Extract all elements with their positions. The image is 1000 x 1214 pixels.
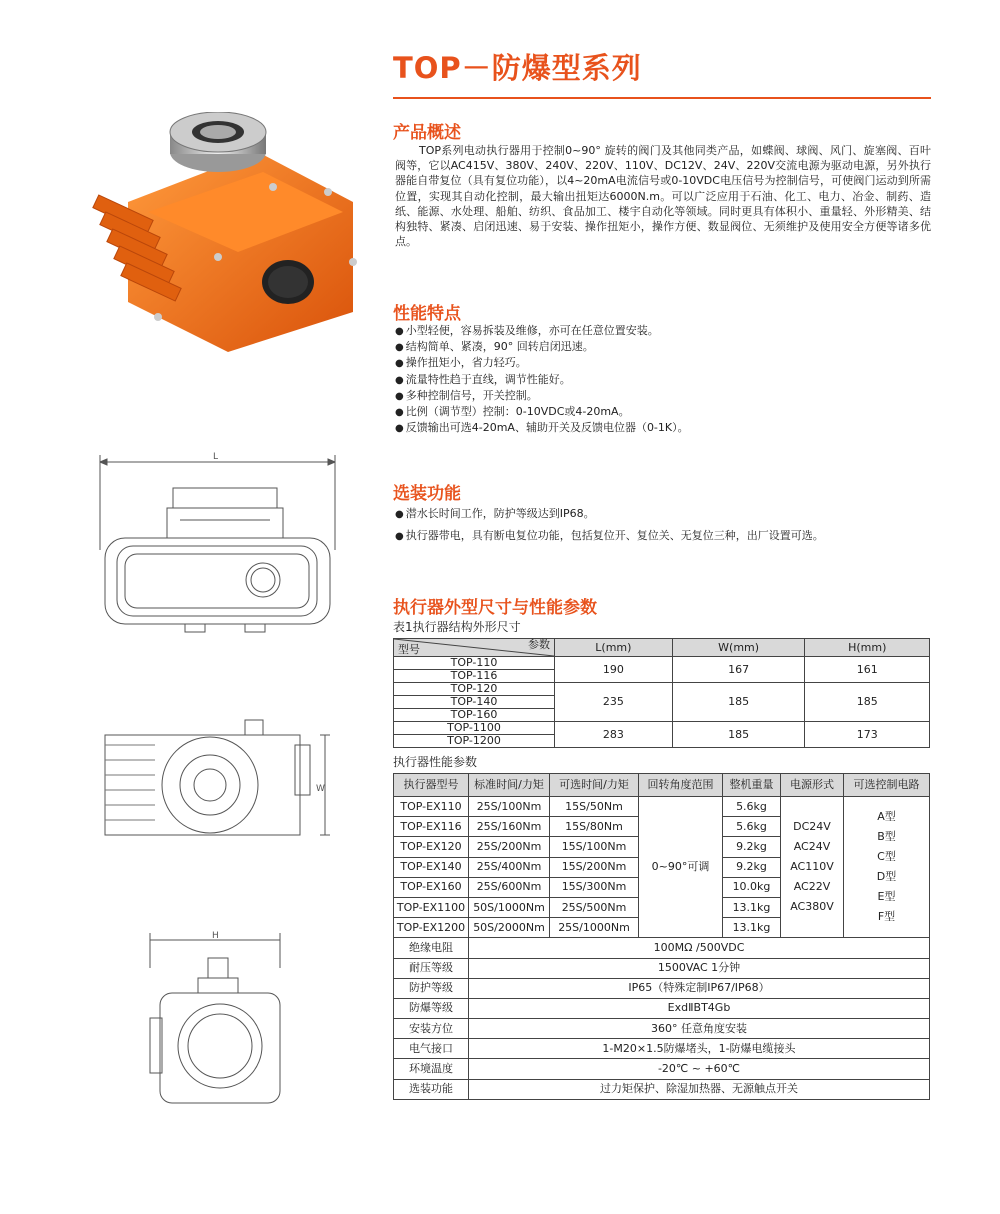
list-item: ● 多种控制信号，开关控制。 [395, 388, 931, 404]
spec-row: 防护等级 IP65（特殊定制IP67/IP68） [394, 978, 930, 998]
table-row: TOP-EX120 25S/200Nm 15S/100Nm 9.2kg [394, 837, 930, 857]
table-corner-header: 参数 型号 [394, 639, 555, 657]
angle-cell: 0~90°可调 [639, 797, 723, 938]
dimensions-table [393, 638, 930, 748]
table-row: TOP-EX160 25S/600Nm 15S/300Nm 10.0kg [394, 877, 930, 897]
table-row: TOP-EX140 25S/400Nm 15S/200Nm 9.2kg [394, 857, 930, 877]
side-view-drawing [140, 928, 290, 1108]
table-row: TOP-116 [394, 670, 930, 683]
col-header: 整机重量 [723, 774, 781, 797]
overview-heading: 产品概述 [393, 123, 461, 143]
list-item: ● 潜水长时间工作，防护等级达到IP68。 [395, 503, 931, 525]
table1-caption: 表1执行器结构外形尺寸 [393, 620, 521, 634]
actuator-product-image [88, 112, 358, 360]
features-heading: 性能特点 [393, 304, 461, 324]
col-header: 可选控制电路 [844, 774, 930, 797]
top-view-drawing [95, 715, 335, 855]
page-title: TOP－防爆型系列 [393, 51, 642, 85]
top-dim-label: H [212, 931, 219, 941]
table-row: TOP-1100 283 185 173 [394, 722, 930, 735]
table-row: TOP-EX110 25S/100Nm 15S/50Nm 0~90°可调 5.6kg DC24V AC24V AC110V AC22V AC380V A型 B型 C型 D型 E型 F型 [394, 797, 930, 817]
title-divider [393, 97, 931, 99]
col-header: H(mm) [805, 639, 930, 657]
spec-row: 防爆等级 ExdⅡBT4Gb [394, 998, 930, 1018]
col-header: W(mm) [672, 639, 805, 657]
features-list [395, 323, 931, 436]
front-dim-label: L [213, 452, 219, 462]
list-item: ● 结构简单、紧凑，90° 回转启闭迅速。 [395, 339, 931, 355]
spec-row: 电气接口 1-M20×1.5防爆堵头，1-防爆电缆接头 [394, 1039, 930, 1059]
list-item: ● 执行器带电，具有断电复位功能，包括复位开、复位关、无复位三种，出厂设置可选。 [395, 525, 931, 547]
options-heading: 选装功能 [393, 484, 461, 504]
table-row: TOP-EX1200 50S/2000Nm 25S/1000Nm 13.1kg [394, 918, 930, 938]
list-item: ● 比例（调节型）控制：0-10VDC或4-20mA。 [395, 404, 931, 420]
list-item: ● 流量特性趋于直线，调节性能好。 [395, 372, 931, 388]
table2-caption: 执行器性能参数 [393, 755, 478, 769]
col-header: L(mm) [555, 639, 673, 657]
options-list [395, 503, 931, 547]
side-dim-label: W [316, 784, 325, 794]
spec-row: 耐压等级 1500VAC 1分钟 [394, 958, 930, 978]
spec-row: 选装功能 过力矩保护、除湿加热器、无源触点开关 [394, 1079, 930, 1099]
table-row: TOP-EX116 25S/160Nm 15S/80Nm 5.6kg [394, 817, 930, 837]
col-header: 可选时间/力矩 [550, 774, 639, 797]
performance-table [393, 773, 930, 1100]
table-row: TOP-EX1100 50S/1000Nm 25S/500Nm 13.1kg [394, 897, 930, 917]
list-item: ● 操作扭矩小，省力轻巧。 [395, 355, 931, 371]
spec-row: 绝缘电阻 100MΩ /500VDC [394, 938, 930, 958]
col-header: 回转角度范围 [639, 774, 723, 797]
table-row: TOP-160 [394, 709, 930, 722]
front-view-drawing [95, 450, 345, 640]
overview-text: TOP系列电动执行器用于控制0~90° 旋转的阀门及其他同类产品，如蝶阀、球阀、风门、旋塞阀、百叶阀等，它以AC415V、380V、240V、220V、110V、DC12V、24V、220V交流电源为驱动电源，另外执行器能自带复位（具有复位功能），以4~20mA电流信号或0-10VDC电压信号为控制信号，可使阀门运动到所需位置，实现其自动化控制，最大输出扭矩达6000N.m。可以广泛应用于石油、化工、电力、冶金、制药、造纸、能源、水处理、船舶、纺织、食品加工、楼宇自动化等领域。同时更具有体积小、重量轻、外形精美、结构独特、紧凑、启闭迅速、易于安装、操作扭矩小，操作方便、数显阀位、无须维护及使用安全方便等诸多优点。 [395, 144, 931, 249]
table-row: TOP-120 235 185 185 [394, 683, 930, 696]
table-row: TOP-140 [394, 696, 930, 709]
col-header: 标准时间/力矩 [469, 774, 550, 797]
list-item: ● 反馈输出可选4-20mA、辅助开关及反馈电位器（0-1K）。 [395, 420, 931, 436]
params-heading: 执行器外型尺寸与性能参数 [393, 598, 597, 618]
spec-row: 安装方位 360° 任意角度安装 [394, 1019, 930, 1039]
spec-row: 环境温度 -20℃ ~ +60℃ [394, 1059, 930, 1079]
table-row: TOP-1200 [394, 735, 930, 748]
col-header: 执行器型号 [394, 774, 469, 797]
circuit-cell: A型 B型 C型 D型 E型 F型 [844, 797, 930, 938]
power-cell: DC24V AC24V AC110V AC22V AC380V [781, 797, 844, 938]
table-row: TOP-110 190 167 161 [394, 657, 930, 670]
list-item: ● 小型轻便，容易拆装及维修，亦可在任意位置安装。 [395, 323, 931, 339]
col-header: 电源形式 [781, 774, 844, 797]
